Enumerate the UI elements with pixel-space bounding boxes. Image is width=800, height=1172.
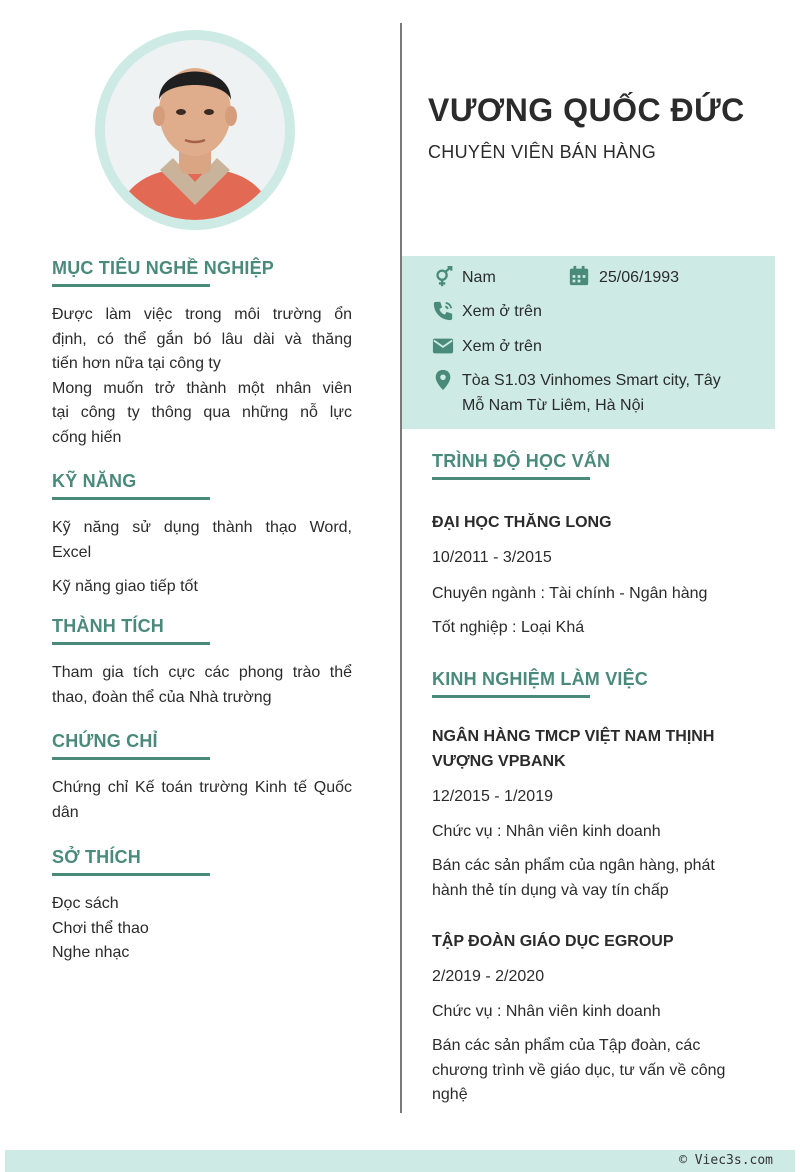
avatar [105, 40, 285, 220]
contact-panel [402, 256, 775, 429]
education-title: TRÌNH ĐỘ HỌC VẤN [432, 451, 611, 471]
section-underline [52, 757, 210, 760]
certificates-section [52, 731, 352, 825]
job-period: 2/2019 - 2/2020 [432, 968, 545, 985]
certificates-title: CHỨNG CHỈ [52, 731, 158, 751]
footer-bar [5, 1150, 795, 1172]
school-name: ĐẠI HỌC THĂNG LONG [432, 514, 612, 531]
dob-value: 25/06/1993 [599, 269, 680, 286]
job-title: CHUYÊN VIÊN BÁN HÀNG [428, 142, 657, 162]
skill-line: Kỹ năng giao tiếp tốt [52, 578, 198, 595]
email-value: Xem ở trên [462, 338, 542, 355]
objective-title: MỤC TIÊU NGHỀ NGHIỆP [52, 258, 275, 278]
job-entry [432, 724, 762, 903]
education-period: 10/2011 - 3/2015 [432, 549, 552, 566]
objective-line: định, có thể gắn bó lâu dài và thăng [52, 330, 352, 348]
objective-line: tiến hơn nữa tại công ty [52, 355, 221, 372]
objective-line: cống hiến [52, 428, 122, 446]
full-name: VƯƠNG QUỐC ĐỨC [428, 92, 745, 128]
hobby-line: Chơi thể thao [52, 919, 149, 937]
education-major: Chuyên ngành : Tài chính - Ngân hàng [432, 584, 708, 602]
address-line-1: Tòa S1.03 Vinhomes Smart city, Tây [462, 372, 721, 389]
company-name: VƯỢNG VPBANK [432, 753, 566, 770]
achievement-line: thao, đoàn thể của Nhà trường [52, 688, 272, 706]
job-position: Chức vụ : Nhân viên kinh doanh [432, 1002, 661, 1020]
certificate-line: dân [52, 803, 79, 821]
job-description: Bán các sản phẩm của ngân hàng, phát [432, 857, 715, 874]
company-name: NGÂN HÀNG TMCP VIỆT NAM THỊNH [432, 728, 715, 745]
skills-title: KỸ NĂNG [52, 471, 137, 491]
address-line-2: Mỗ Nam Từ Liêm, Hà Nội [462, 397, 645, 414]
job-entry [432, 929, 762, 1108]
section-underline [52, 497, 210, 500]
job-description: nghệ [432, 1086, 468, 1103]
experience-section [432, 669, 762, 1108]
company-name: TẬP ĐOÀN GIÁO DỤC EGROUP [432, 933, 674, 950]
skill-line: Kỹ năng sử dụng thành thạo Word, [52, 519, 352, 536]
section-underline [52, 873, 210, 876]
email-icon [432, 335, 454, 357]
hobby-line: Nghe nhạc [52, 944, 130, 961]
gender-icon [432, 266, 454, 288]
avatar-frame [95, 30, 295, 230]
phone-value: Xem ở trên [462, 303, 542, 320]
achievement-line: Tham gia tích cực các phong trào thể [52, 664, 352, 681]
section-underline [52, 284, 210, 287]
location-pin-icon [432, 369, 454, 391]
objective-section [52, 258, 352, 450]
objective-line: Được làm việc trong môi trường ổn [52, 306, 352, 323]
achievements-title: THÀNH TÍCH [52, 616, 164, 636]
hobbies-section [52, 847, 352, 966]
objective-line: Mong muốn trở thành một nhân viên [52, 379, 352, 397]
hobbies-title: SỞ THÍCH [52, 847, 141, 867]
section-underline [52, 642, 210, 645]
section-underline [432, 477, 590, 480]
achievements-section [52, 616, 352, 710]
section-underline [432, 695, 590, 698]
footer-credit: © Viec3s.com [679, 1153, 773, 1168]
job-description: Bán các sản phẩm của Tập đoàn, các [432, 1037, 701, 1054]
job-description: hành thẻ tín dụng và vay tín chấp [432, 881, 669, 899]
skill-line: Excel [52, 543, 92, 561]
job-position: Chức vụ : Nhân viên kinh doanh [432, 822, 661, 840]
education-graduation: Tốt nghiệp : Loại Khá [432, 619, 585, 636]
hobby-line: Đọc sách [52, 895, 119, 912]
calendar-icon [568, 265, 590, 287]
experience-title: KINH NGHIỆM LÀM VIỆC [432, 669, 649, 689]
column-divider [400, 23, 402, 1113]
phone-icon [432, 300, 454, 322]
gender-value: Nam [462, 269, 496, 286]
certificate-line: Chứng chỉ Kế toán trường Kinh tế Quốc [52, 779, 352, 796]
objective-line: tại công ty thông qua những nỗ lực [52, 404, 352, 421]
education-section [432, 451, 762, 641]
skills-section [52, 471, 352, 600]
job-period: 12/2015 - 1/2019 [432, 788, 553, 805]
job-description: chương trình về giáo dục, tư vấn về công [432, 1061, 726, 1079]
